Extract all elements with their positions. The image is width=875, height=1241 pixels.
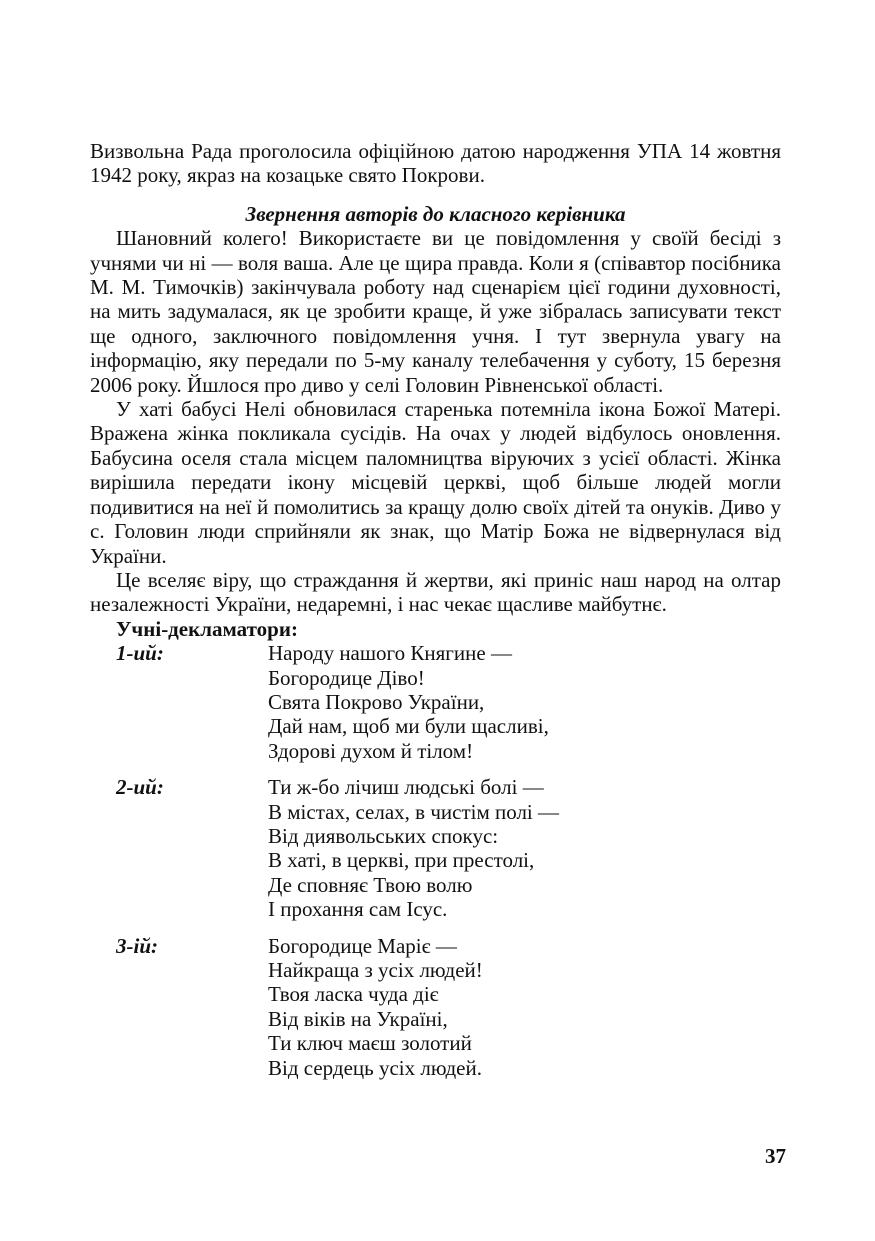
intro-paragraph: Визвольна Рада проголосила офіційною датою народження УПА 14 жовтня 1942 року, якраз на козацьке свято Покрови. [90,139,781,188]
speaker-label: 1-ий: [116,641,164,666]
stanza-3 [90,934,781,1080]
verse-line: Дай нам, щоб ми були щасливі, [268,714,549,739]
body-paragraph-2: У хаті бабусі Нелі обновилася старенька потемніла ікона Божої Матері. Вражена жінка покликала сусідів. На очах у людей відбулось оновлення. Бабусина оселя стала місцем паломництва віруючих з усієї області. Жінка вирішила передати ікону місцевій церкві, щоб більше людей могли подивитися на неї й помолитись за кращу долю своїх дітей та онуків. Диво у с. Головин люди сприйняли як знак, що Матір Божа не відвернулася від України. [90,397,781,568]
page-number: 37 [765,1144,786,1168]
verse-line: В хаті, в церкві, при престолі, [268,848,535,873]
verse-line: Здорові духом й тілом! [268,738,474,763]
verse-lines [268,934,781,1080]
speaker-label: 2-ий: [116,775,164,800]
verse-lines [268,775,781,921]
verse-line: Богородице Діво! [268,665,425,690]
verse-line: Найкраща з усіх людей! [268,958,483,982]
verse-line: Де сповняє Твою волю [268,872,473,897]
verse-line: Свята Покрово України, [268,689,485,714]
verse-lines [268,641,781,763]
verse-line: Від сердець усіх людей. [268,1055,482,1080]
verse-line: Від диявольських спокус: [268,823,499,848]
verse-line: Богородице Маріє — [268,933,457,958]
page-content [90,139,781,1080]
section-heading: Звернення авторів до класного керівника [245,201,626,226]
verse-line: І прохання сам Ісус. [268,897,448,922]
stanza-1 [90,641,781,763]
verse-line: В містах, селах, в чистім полі — [268,799,560,824]
verse-line: Ти ключ маєш золотий [268,1031,472,1056]
verse-line: Твоя ласка чуда діє [268,982,439,1007]
speaker-label: 3-ій: [116,933,158,958]
body-paragraph-1: Шановний колего! Використаєте ви це повідомлення у своїй бесіді з учнями чи ні — воля ваша. Але це щира правда. Коли я (співавтор посібника М. М. Тимочків) закінчувала роботу над сценарієм цієї години духовності, на мить задумалася, як це зробити краще, й уже зібралась записувати текст ще одного, заключного повідомлення учня. І тут звернула увагу на інформацію, яку передали по 5-му каналу телебачення у суботу, 15 березня 2006 року. Йшлося про диво у селі Головин Рівненської області. [90,226,781,397]
verse-line: Ти ж-бо лічиш людські болі — [268,775,544,800]
verse-line: Народу нашого Княгине — [268,641,512,666]
stanza-2 [90,775,781,921]
body-paragraph-3: Це вселяє віру, що страждання й жертви, які приніс наш народ на олтар незалежності України, недаремні, і нас чекає щасливе майбутнє. [90,567,781,617]
declaimers-label: Учні-декламатори: [116,616,298,641]
verse-line: Від віків на Україні, [268,1006,448,1031]
